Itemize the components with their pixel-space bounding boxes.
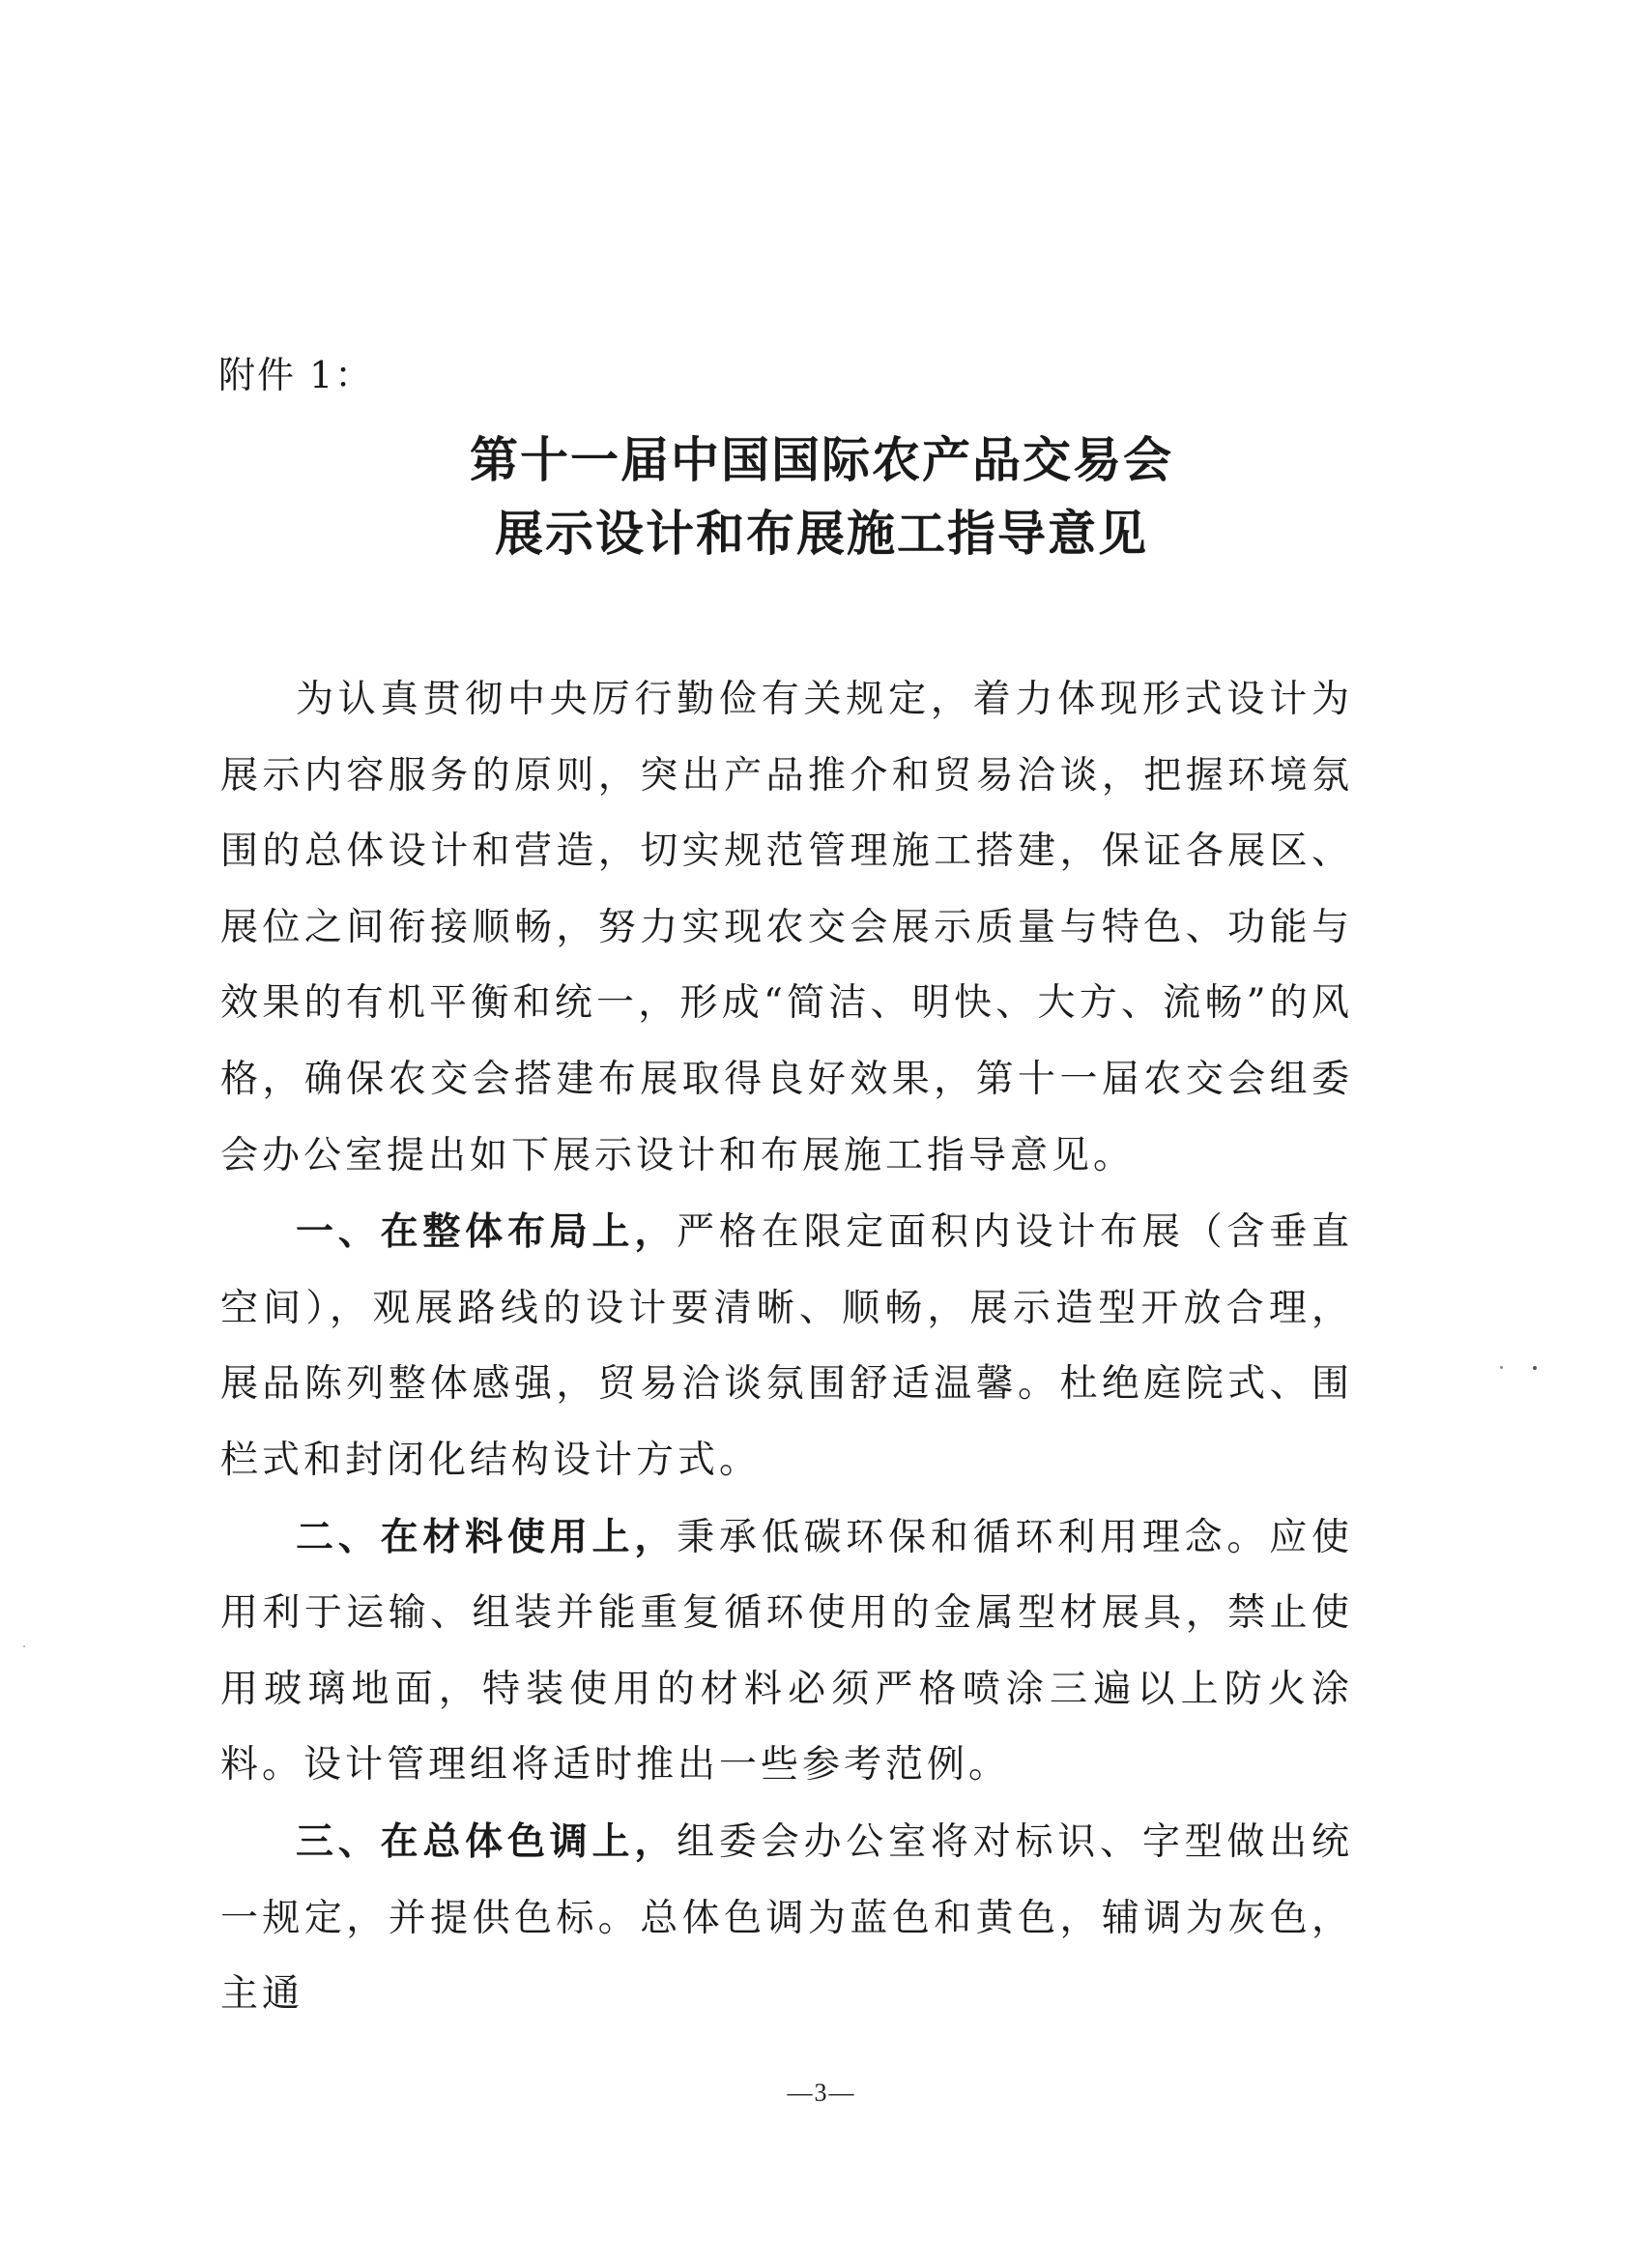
page-number: —3—	[787, 2079, 856, 2107]
document-title-line-1: 第十一届中国国际农产品交易会	[470, 431, 1173, 488]
section-heading-3: 三、在总体色调上，	[296, 1818, 677, 1864]
section-heading-2: 二、在材料使用上，	[296, 1514, 677, 1559]
section-paragraph-3	[220, 1804, 1353, 2033]
scan-speck	[23, 1645, 25, 1647]
section-text-1: 严格在限定面积内设计布展（含垂直空间），观展路线的设计要清晰、顺畅，展示造型开放合理，展品陈列整体感强，贸易洽谈氛围舒适温馨。杜绝庭院式、围栏式和封闭化结构设计方式。	[220, 1210, 1353, 1482]
section-text-3: 组委会办公室将对标识、字型做出统一规定，并提供色标。总体色调为蓝色和黄色，辅调为灰色，主通	[220, 1819, 1353, 2017]
section-paragraph-1	[220, 1194, 1353, 1498]
section-text-2: 秉承低碳环保和循环利用理念。应使用利于运输、组装并能重复循环使用的金属型材展具，禁止使用玻璃地面，特装使用的材料必须严格喷涂三遍以上防火涂料。设计管理组将适时推出一些参考范例。	[220, 1515, 1353, 1788]
scan-speck	[1500, 1366, 1503, 1369]
document-title-line-2: 展示设计和布展施工指导意见	[495, 505, 1148, 562]
section-heading-1: 一、在整体布局上，	[296, 1209, 677, 1255]
scan-speck	[1533, 1366, 1537, 1370]
intro-paragraph: 为认真贯彻中央厉行勤俭有关规定，着力体现形式设计为展示内容服务的原则，突出产品推介和贸易洽谈，把握环境氛围的总体设计和营造，切实规范管理施工搭建，保证各展区、展位之间衔接顺畅，努力实现农交会展示质量与特色、功能与效果的有机平衡和统一，形成“简洁、明快、大方、流畅”的风格，确保农交会搭建布展取得良好效果，第十一届农交会组委会办公室提出如下展示设计和布展施工指导意见。	[220, 678, 1353, 1178]
document-body	[220, 662, 1353, 2033]
section-paragraph-2	[220, 1499, 1353, 1804]
attachment-label: 附件 1：	[218, 354, 374, 396]
